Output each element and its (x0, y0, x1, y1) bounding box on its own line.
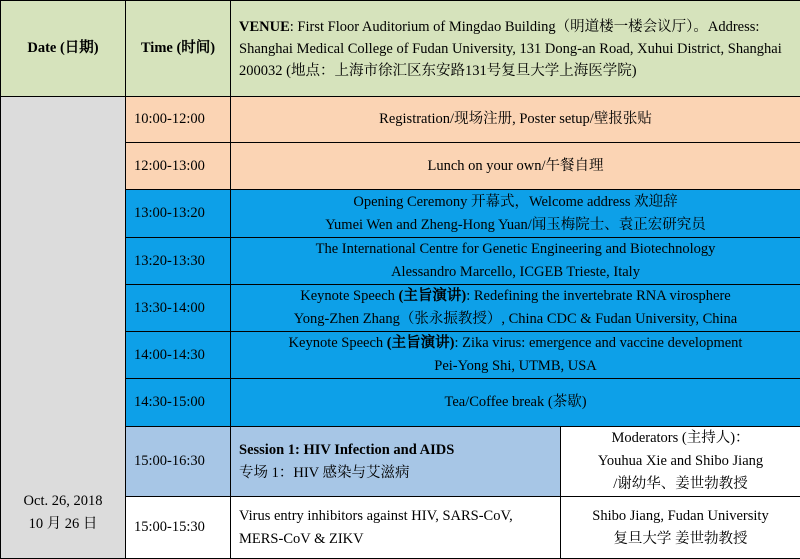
moderators-names-cn: /谢幼华、姜世勃教授 (561, 473, 800, 496)
session-title-cn: 专场 1：HIV 感染与艾滋病 (239, 462, 554, 485)
talk-title-cell (231, 497, 561, 559)
header-row (1, 1, 800, 97)
moderators-cell (561, 427, 800, 497)
time-cell: 15:00-16:30 (126, 427, 231, 497)
speaker-name: Shibo Jiang, Fudan University (561, 505, 800, 528)
date-chinese: 10 月 26 日 (1, 513, 125, 536)
venue-text: : First Floor Auditorium of Mingdao Building（明道楼一楼会议厅）。Address: Shanghai Medical College of Fudan University, 131 Dong-an Road, Xuhui District, Shanghai 200032 (地点：上海市徐汇区东安路131号复旦大学上海医学院) (239, 19, 782, 79)
event-cell: Tea/Coffee break (茶歇) (231, 379, 800, 427)
time-header: Time (时间) (126, 1, 231, 97)
event-cell: The International Centre for Genetic Engineering and Biotechnology Alessandro Marcello, ICGEB Trieste, Italy (231, 238, 800, 285)
event-cell: Opening Ceremony 开幕式，Welcome address 欢迎辞 Yumei Wen and Zheng-Hong Yuan/闻玉梅院士、袁正宏研究员 (231, 190, 800, 238)
venue-header (231, 1, 800, 97)
venue-label: VENUE (239, 19, 290, 35)
session-title-cell (231, 427, 561, 497)
moderators-names: Youhua Xie and Shibo Jiang (561, 450, 800, 473)
speaker-cell (561, 497, 800, 559)
time-cell: 15:00-15:30 (126, 497, 231, 559)
moderators-label: Moderators (主持人)： (561, 427, 800, 450)
time-cell: 12:00-13:00 (126, 143, 231, 190)
event-cell: Keynote Speech (主旨演讲): Redefining the invertebrate RNA virosphere Yong-Zhen Zhang（张永振教授）, China CDC & Fudan University, China (231, 285, 800, 332)
date-header: Date (日期) (1, 1, 126, 97)
time-cell: 13:20-13:30 (126, 238, 231, 285)
speaker-name-cn: 复旦大学 姜世勃教授 (561, 528, 800, 551)
time-cell: 10:00-12:00 (126, 97, 231, 143)
time-cell: 14:30-15:00 (126, 379, 231, 427)
event-cell: Keynote Speech (主旨演讲): Zika virus: emergence and vaccine development Pei-Yong Shi, UTMB, USA (231, 332, 800, 379)
date-cell (1, 97, 126, 559)
time-cell: 13:30-14:00 (126, 285, 231, 332)
date-english: Oct. 26, 2018 (1, 490, 125, 513)
event-cell: Lunch on your own/午餐自理 (231, 143, 800, 190)
time-cell: 13:00-13:20 (126, 190, 231, 238)
session-title: Session 1: HIV Infection and AIDS (239, 439, 554, 462)
event-cell: Registration/现场注册, Poster setup/壁报张贴 (231, 97, 800, 143)
schedule-row (1, 97, 800, 143)
time-cell: 14:00-14:30 (126, 332, 231, 379)
talk-title: Virus entry inhibitors against HIV, SARS-CoV, MERS-CoV & ZIKV (239, 508, 513, 547)
